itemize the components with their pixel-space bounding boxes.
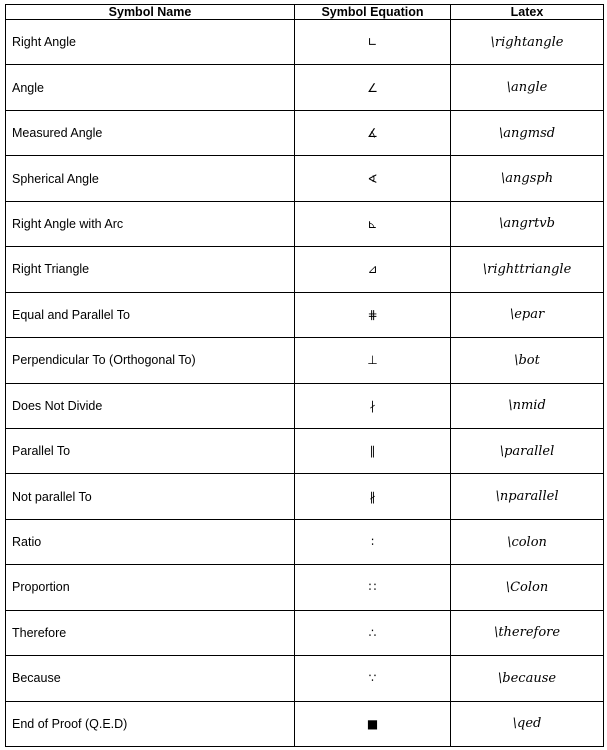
table-row: [6, 247, 604, 292]
latex-command-cell: \qed: [451, 701, 604, 746]
header-latex: Latex: [451, 5, 604, 20]
table-row: [6, 201, 604, 246]
table-row: [6, 383, 604, 428]
symbol-glyph-cell: ⋕: [295, 292, 451, 337]
symbol-glyph-cell: ∦: [295, 474, 451, 519]
latex-command-cell: \parallel: [451, 428, 604, 473]
symbol-table: [5, 4, 604, 747]
latex-command-cell: \colon: [451, 519, 604, 564]
symbol-name-cell: Proportion: [6, 565, 295, 610]
header-symbol-equation: Symbol Equation: [295, 5, 451, 20]
symbol-glyph-cell: ∴: [295, 610, 451, 655]
latex-command-cell: \epar: [451, 292, 604, 337]
symbol-name-cell: Spherical Angle: [6, 156, 295, 201]
symbol-glyph-cell: ⊿: [295, 247, 451, 292]
symbol-glyph-cell: ∡: [295, 110, 451, 155]
symbol-glyph-cell: ∵: [295, 656, 451, 701]
table-row: [6, 338, 604, 383]
symbol-name-cell: Equal and Parallel To: [6, 292, 295, 337]
symbol-name-cell: End of Proof (Q.E.D): [6, 701, 295, 746]
symbol-name-cell: Right Angle with Arc: [6, 201, 295, 246]
symbol-name-cell: Angle: [6, 65, 295, 110]
latex-command-cell: \bot: [451, 338, 604, 383]
latex-command-cell: \righttriangle: [451, 247, 604, 292]
latex-command-cell: \angrtvb: [451, 201, 604, 246]
table-row: [6, 565, 604, 610]
table-row: [6, 110, 604, 155]
symbol-name-cell: Ratio: [6, 519, 295, 564]
symbol-glyph-cell: ∟: [295, 20, 451, 65]
symbol-name-cell: Perpendicular To (Orthogonal To): [6, 338, 295, 383]
table-row: [6, 474, 604, 519]
table-row: [6, 610, 604, 655]
symbol-glyph-cell: ∥: [295, 428, 451, 473]
latex-command-cell: \therefore: [451, 610, 604, 655]
latex-command-cell: \angmsd: [451, 110, 604, 155]
symbol-name-cell: Parallel To: [6, 428, 295, 473]
latex-command-cell: \because: [451, 656, 604, 701]
table-row: [6, 428, 604, 473]
symbol-name-cell: Therefore: [6, 610, 295, 655]
symbol-glyph-cell: ∶: [295, 519, 451, 564]
symbol-glyph-cell: ∠: [295, 65, 451, 110]
symbol-glyph-cell: ∷: [295, 565, 451, 610]
table-row: [6, 292, 604, 337]
symbol-name-cell: Does Not Divide: [6, 383, 295, 428]
latex-command-cell: \angsph: [451, 156, 604, 201]
table-row: [6, 65, 604, 110]
symbol-glyph-cell: ⊥: [295, 338, 451, 383]
symbol-glyph-cell: ∤: [295, 383, 451, 428]
symbol-glyph-cell: ⊾: [295, 201, 451, 246]
symbol-name-cell: Not parallel To: [6, 474, 295, 519]
latex-command-cell: \angle: [451, 65, 604, 110]
table-row: [6, 156, 604, 201]
symbol-name-cell: Right Triangle: [6, 247, 295, 292]
table-row: [6, 519, 604, 564]
symbol-name-cell: Measured Angle: [6, 110, 295, 155]
latex-command-cell: \Colon: [451, 565, 604, 610]
symbol-name-cell: Because: [6, 656, 295, 701]
symbol-glyph-cell: ∢: [295, 156, 451, 201]
symbol-name-cell: Right Angle: [6, 20, 295, 65]
latex-command-cell: \nmid: [451, 383, 604, 428]
header-symbol-name: Symbol Name: [6, 5, 295, 20]
header-row: [6, 5, 604, 20]
latex-command-cell: \rightangle: [451, 20, 604, 65]
table-row: [6, 20, 604, 65]
symbol-glyph-cell: ■: [295, 701, 451, 746]
table-row: [6, 656, 604, 701]
latex-command-cell: \nparallel: [451, 474, 604, 519]
table-row: [6, 701, 604, 746]
